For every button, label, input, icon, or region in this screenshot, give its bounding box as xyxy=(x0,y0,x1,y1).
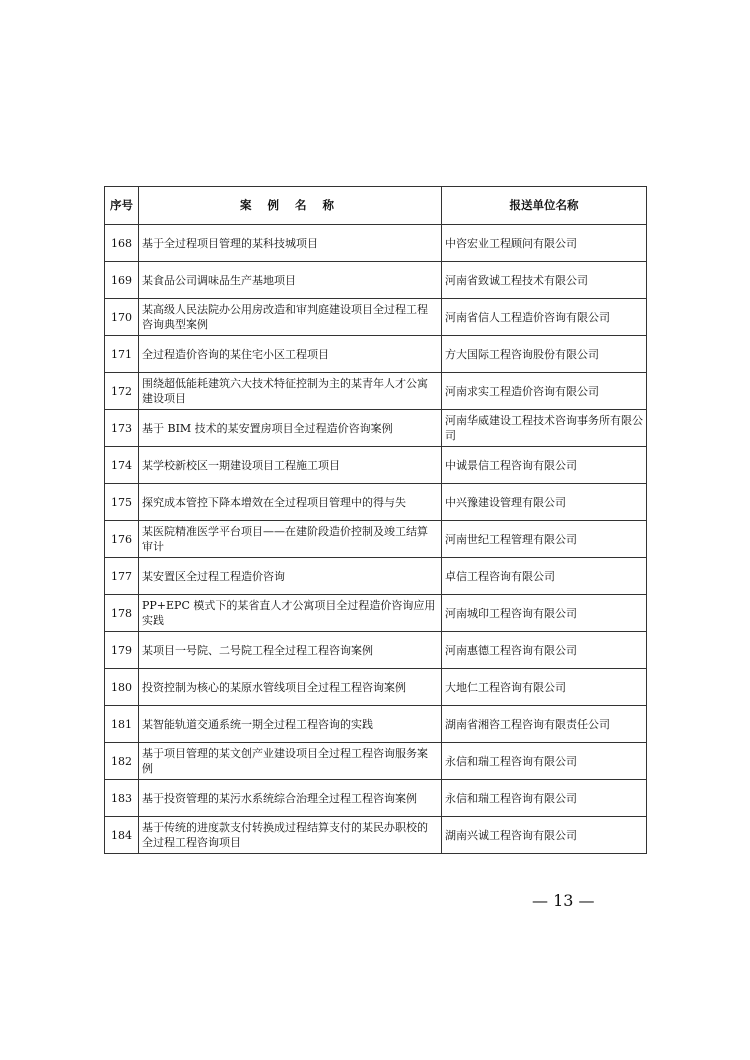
serial-number-cell: 183 xyxy=(105,780,139,817)
table-row xyxy=(105,262,647,299)
case-name-cell: 基于项目管理的某文创产业建设项目全过程工程咨询服务案例 xyxy=(139,743,442,780)
submitting-unit-cell: 湖南省湘咨工程咨询有限责任公司 xyxy=(442,706,647,743)
table-row xyxy=(105,743,647,780)
case-name-cell: 某食品公司调味品生产基地项目 xyxy=(139,262,442,299)
submitting-unit-cell: 河南城印工程咨询有限公司 xyxy=(442,595,647,632)
submitting-unit-cell: 河南惠德工程咨询有限公司 xyxy=(442,632,647,669)
case-name-cell: 探究成本管控下降本增效在全过程项目管理中的得与失 xyxy=(139,484,442,521)
table-row xyxy=(105,410,647,447)
submitting-unit-cell: 永信和瑞工程咨询有限公司 xyxy=(442,743,647,780)
serial-number-cell: 176 xyxy=(105,521,139,558)
table-row xyxy=(105,595,647,632)
table-header-row xyxy=(105,187,647,225)
table-row xyxy=(105,632,647,669)
submitting-unit-cell: 河南华威建设工程技术咨询事务所有限公司 xyxy=(442,410,647,447)
case-name-cell: 某安置区全过程工程造价咨询 xyxy=(139,558,442,595)
serial-number-cell: 170 xyxy=(105,299,139,336)
serial-number-cell: 171 xyxy=(105,336,139,373)
case-name-cell: 投资控制为核心的某原水管线项目全过程工程咨询案例 xyxy=(139,669,442,706)
case-name-cell: 围绕超低能耗建筑六大技术特征控制为主的某青年人才公寓建设项目 xyxy=(139,373,442,410)
header-serial-number: 序号 xyxy=(105,187,139,225)
submitting-unit-cell: 河南省致诚工程技术有限公司 xyxy=(442,262,647,299)
table-row xyxy=(105,484,647,521)
case-list-table xyxy=(104,186,647,854)
serial-number-cell: 177 xyxy=(105,558,139,595)
submitting-unit-cell: 中兴豫建设管理有限公司 xyxy=(442,484,647,521)
case-name-cell: 某医院精准医学平台项目——在建阶段造价控制及竣工结算审计 xyxy=(139,521,442,558)
serial-number-cell: 175 xyxy=(105,484,139,521)
header-case-name: 案 例 名 称 xyxy=(139,187,442,225)
serial-number-cell: 178 xyxy=(105,595,139,632)
serial-number-cell: 184 xyxy=(105,817,139,854)
table-row xyxy=(105,521,647,558)
serial-number-cell: 182 xyxy=(105,743,139,780)
case-name-cell: 基于 BIM 技术的某安置房项目全过程造价咨询案例 xyxy=(139,410,442,447)
table-row xyxy=(105,225,647,262)
header-submitting-unit: 报送单位名称 xyxy=(442,187,647,225)
case-name-cell: 某高级人民法院办公用房改造和审判庭建设项目全过程工程咨询典型案例 xyxy=(139,299,442,336)
submitting-unit-cell: 湖南兴诚工程咨询有限公司 xyxy=(442,817,647,854)
table-row xyxy=(105,299,647,336)
case-name-cell: 基于传统的进度款支付转换成过程结算支付的某民办职校的全过程工程咨询项目 xyxy=(139,817,442,854)
submitting-unit-cell: 方大国际工程咨询股份有限公司 xyxy=(442,336,647,373)
case-name-cell: 某智能轨道交通系统一期全过程工程咨询的实践 xyxy=(139,706,442,743)
submitting-unit-cell: 河南求实工程造价咨询有限公司 xyxy=(442,373,647,410)
serial-number-cell: 179 xyxy=(105,632,139,669)
table-row xyxy=(105,817,647,854)
submitting-unit-cell: 河南世纪工程管理有限公司 xyxy=(442,521,647,558)
case-name-cell: 某学校新校区一期建设项目工程施工项目 xyxy=(139,447,442,484)
serial-number-cell: 181 xyxy=(105,706,139,743)
submitting-unit-cell: 永信和瑞工程咨询有限公司 xyxy=(442,780,647,817)
serial-number-cell: 172 xyxy=(105,373,139,410)
table-row xyxy=(105,447,647,484)
serial-number-cell: 168 xyxy=(105,225,139,262)
submitting-unit-cell: 中诚景信工程咨询有限公司 xyxy=(442,447,647,484)
submitting-unit-cell: 大地仁工程咨询有限公司 xyxy=(442,669,647,706)
case-name-cell: 基于全过程项目管理的某科技城项目 xyxy=(139,225,442,262)
serial-number-cell: 180 xyxy=(105,669,139,706)
table-row xyxy=(105,780,647,817)
table-row xyxy=(105,669,647,706)
case-name-cell: 全过程造价咨询的某住宅小区工程项目 xyxy=(139,336,442,373)
case-name-cell: 某项目一号院、二号院工程全过程工程咨询案例 xyxy=(139,632,442,669)
serial-number-cell: 173 xyxy=(105,410,139,447)
table-row xyxy=(105,336,647,373)
page-number: — 13 — xyxy=(532,891,595,910)
table-row xyxy=(105,558,647,595)
submitting-unit-cell: 河南省信人工程造价咨询有限公司 xyxy=(442,299,647,336)
serial-number-cell: 169 xyxy=(105,262,139,299)
table-row xyxy=(105,373,647,410)
table-row xyxy=(105,706,647,743)
case-name-cell: PP+EPC 模式下的某省直人才公寓项目全过程造价咨询应用实践 xyxy=(139,595,442,632)
serial-number-cell: 174 xyxy=(105,447,139,484)
case-name-cell: 基于投资管理的某污水系统综合治理全过程工程咨询案例 xyxy=(139,780,442,817)
submitting-unit-cell: 中咨宏业工程顾问有限公司 xyxy=(442,225,647,262)
submitting-unit-cell: 卓信工程咨询有限公司 xyxy=(442,558,647,595)
